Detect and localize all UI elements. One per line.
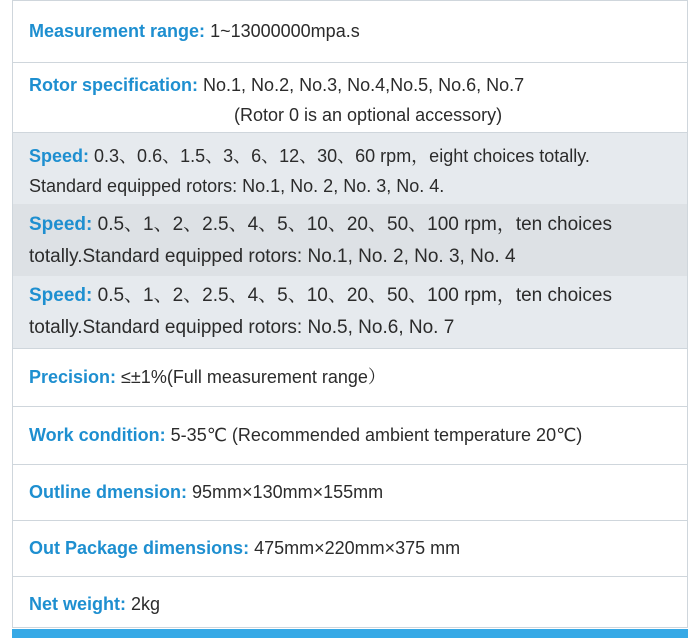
work-condition-label: Work condition: (29, 425, 166, 445)
row-net-weight (12, 576, 688, 628)
measurement-range-value: 1~13000000mpa.s (210, 21, 360, 41)
measurement-range-label: Measurement range: (29, 21, 206, 41)
speed-2-value: 0.5、1、2、2.5、4、5、10、20、50、100 rpm，ten choices (97, 214, 612, 235)
net-weight-label: Net weight: (29, 594, 126, 614)
outline-dimension-value: 95mm×130mm×155mm (192, 482, 384, 502)
speed-1-rotors: Standard equipped rotors: No.1, No. 2, No. 3, No. 4. (29, 176, 445, 196)
row-precision (12, 348, 688, 406)
speed-3-label: Speed: (29, 285, 93, 306)
row-speed-3 (12, 276, 688, 348)
row-package-dimensions (12, 520, 688, 576)
row-measurement-range (12, 0, 688, 62)
package-dimensions-label: Out Package dimensions: (29, 538, 250, 558)
speed-1-value: 0.3、0.6、1.5、3、6、12、30、60 rpm，eight choices totally. (94, 146, 590, 166)
net-weight-value: 2kg (131, 594, 161, 614)
row-speed-1 (12, 132, 688, 204)
precision-label: Precision: (29, 367, 117, 387)
precision-value: ≤±1%(Full measurement range） (121, 367, 386, 387)
work-condition-value: 5-35℃ (Recommended ambient temperature 20℃) (170, 425, 583, 445)
bottom-accent-bar (12, 629, 688, 638)
speed-3-rotors: totally.Standard equipped rotors: No.5, No.6, No. 7 (29, 317, 455, 338)
speed-2-label: Speed: (29, 214, 93, 235)
row-work-condition (12, 406, 688, 464)
row-rotor-specification (12, 62, 688, 132)
speed-3-value: 0.5、1、2、2.5、4、5、10、20、50、100 rpm，ten choices (97, 285, 612, 306)
rotor-specification-note: (Rotor 0 is an optional accessory) (234, 105, 503, 125)
table-bottom-border (12, 627, 688, 628)
package-dimensions-value: 475mm×220mm×375 mm (254, 538, 461, 558)
row-outline-dimension (12, 464, 688, 520)
speed-2-rotors: totally.Standard equipped rotors: No.1, No. 2, No. 3, No. 4 (29, 246, 516, 267)
outline-dimension-label: Outline dmension: (29, 482, 188, 502)
row-speed-2 (12, 204, 688, 276)
speed-1-label: Speed: (29, 146, 90, 166)
rotor-specification-value: No.1, No.2, No.3, No.4,No.5, No.6, No.7 (203, 75, 525, 95)
rotor-specification-label: Rotor specification: (29, 75, 199, 95)
